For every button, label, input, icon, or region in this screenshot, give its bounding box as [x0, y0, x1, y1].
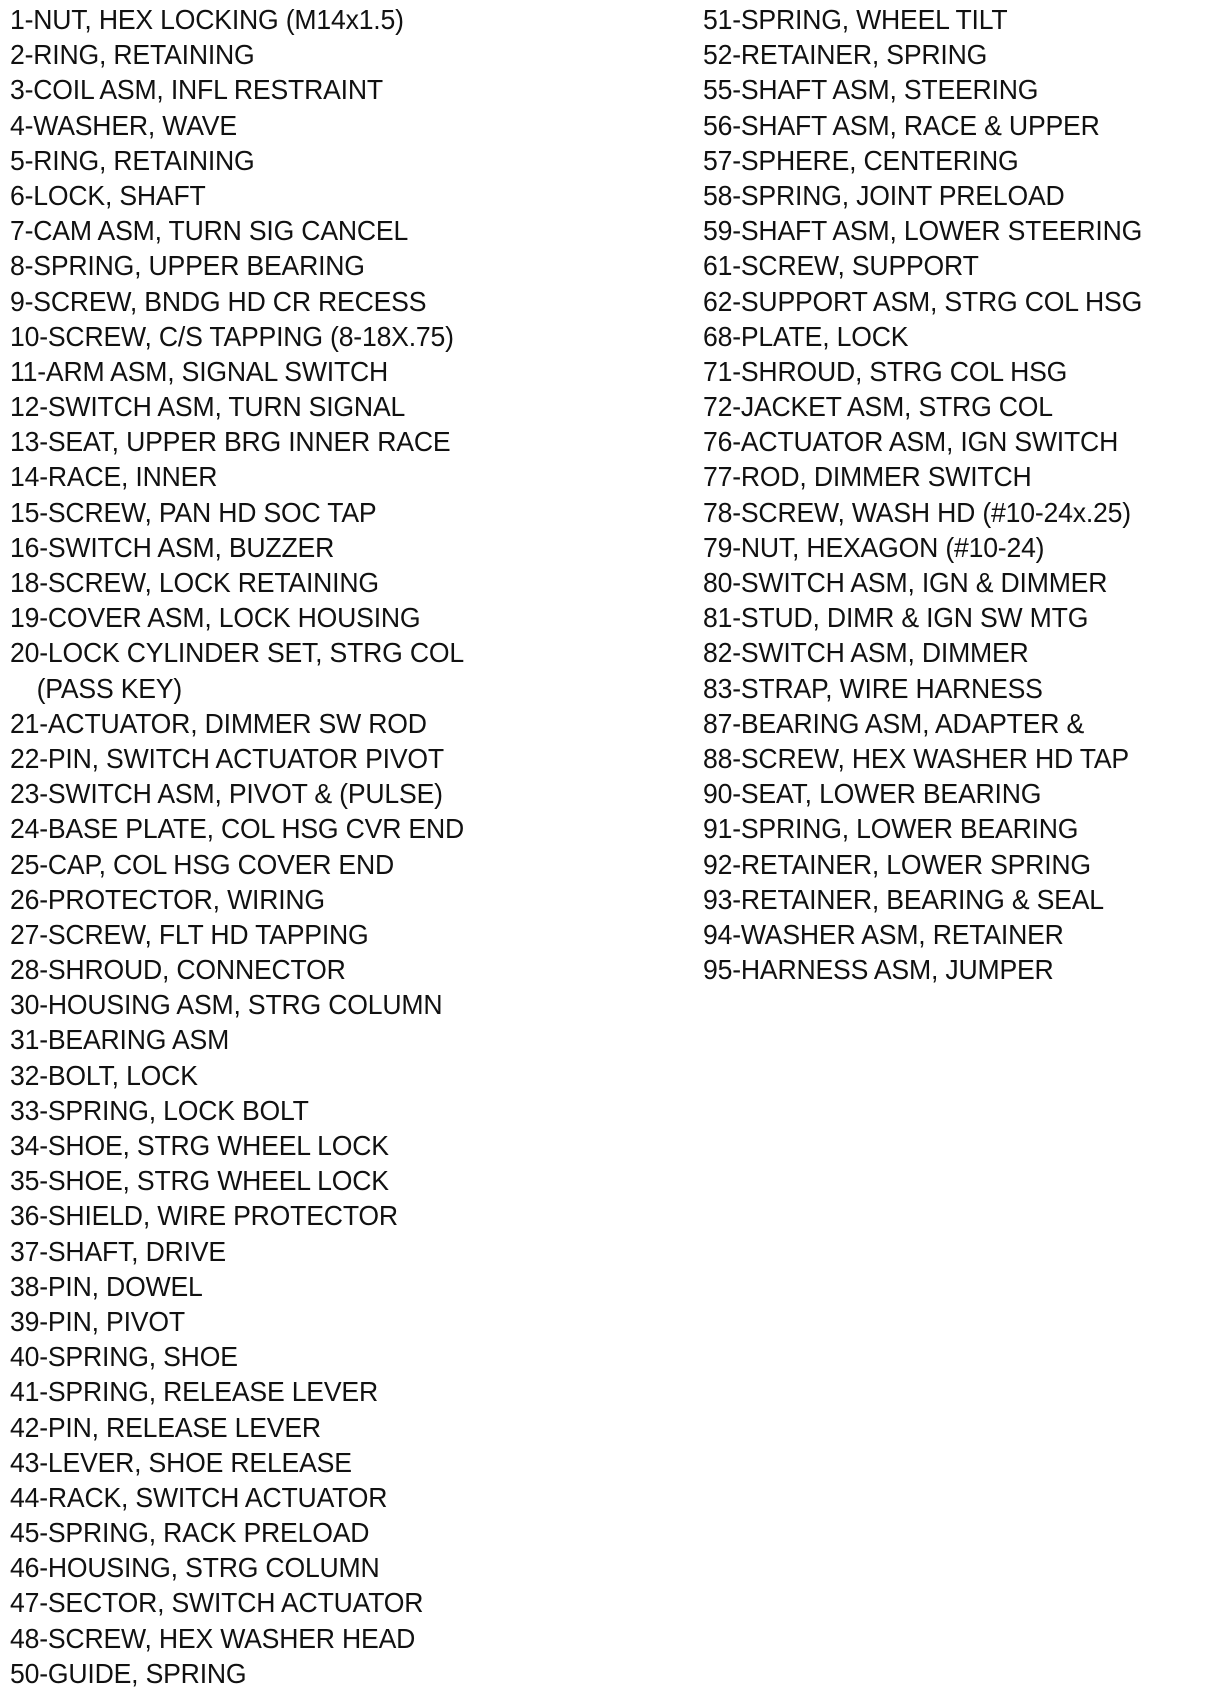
part-entry: 50-GUIDE, SPRING: [10, 1657, 247, 1689]
part-entry: 38-PIN, DOWEL: [10, 1270, 203, 1302]
part-entry: 28-SHROUD, CONNECTOR: [10, 954, 346, 986]
part-entry: 32-BOLT, LOCK: [10, 1059, 198, 1091]
part-entry: 79-NUT, HEXAGON (#10-24): [703, 531, 1045, 563]
parts-list-right-column: [703, 2, 1213, 987]
part-entry: 34-SHOE, STRG WHEEL LOCK: [10, 1130, 389, 1161]
part-entry: 6-LOCK, SHAFT: [10, 179, 206, 211]
part-entry: 45-SPRING, RACK PRELOAD: [10, 1517, 370, 1549]
part-entry: 72-JACKET ASM, STRG COL: [703, 391, 1053, 423]
part-entry: 21-ACTUATOR, DIMMER SW ROD: [10, 707, 427, 739]
part-entry: 62-SUPPORT ASM, STRG COL HSG: [703, 285, 1143, 317]
part-entry: 61-SCREW, SUPPORT: [703, 250, 979, 282]
part-entry: 1-NUT, HEX LOCKING (M14x1.5): [10, 4, 404, 35]
part-entry: 35-SHOE, STRG WHEEL LOCK: [10, 1165, 389, 1197]
part-entry: 77-ROD, DIMMER SWITCH: [703, 461, 1032, 493]
part-entry: 4-WASHER, WAVE: [10, 109, 237, 141]
part-entry: 24-BASE PLATE, COL HSG CVR END: [10, 813, 465, 845]
part-entry: 57-SPHERE, CENTERING: [703, 144, 1019, 176]
part-entry: 20-LOCK CYLINDER SET, STRG COL: [10, 637, 465, 669]
part-entry: 82-SWITCH ASM, DIMMER: [703, 637, 1029, 669]
part-entry: 40-SPRING, SHOE: [10, 1341, 238, 1373]
part-entry: 27-SCREW, FLT HD TAPPING: [10, 918, 369, 950]
part-entry: 95-HARNESS ASM, JUMPER: [703, 954, 1054, 986]
part-entry: 42-PIN, RELEASE LEVER: [10, 1411, 321, 1443]
part-entry: 22-PIN, SWITCH ACTUATOR PIVOT: [10, 742, 444, 774]
part-entry: 18-SCREW, LOCK RETAINING: [10, 567, 379, 598]
parts-list-left-column: [10, 2, 650, 1691]
part-entry: 83-STRAP, WIRE HARNESS: [703, 672, 1043, 704]
part-entry: 88-SCREW, HEX WASHER HD TAP: [703, 742, 1129, 774]
part-entry: 36-SHIELD, WIRE PROTECTOR: [10, 1200, 398, 1232]
part-entry: 94-WASHER ASM, RETAINER: [703, 918, 1064, 950]
part-entry: 59-SHAFT ASM, LOWER STEERING: [703, 215, 1143, 247]
part-entry: 11-ARM ASM, SIGNAL SWITCH: [10, 355, 389, 387]
part-entry: 2-RING, RETAINING: [10, 39, 255, 71]
part-entry: 31-BEARING ASM: [10, 1024, 230, 1056]
part-entry: 41-SPRING, RELEASE LEVER: [10, 1376, 378, 1408]
part-entry: 90-SEAT, LOWER BEARING: [703, 778, 1042, 810]
part-entry: 58-SPRING, JOINT PRELOAD: [703, 179, 1065, 211]
part-entry: 43-LEVER, SHOE RELEASE: [10, 1446, 352, 1478]
part-entry: 48-SCREW, HEX WASHER HEAD: [10, 1622, 416, 1654]
part-entry: 92-RETAINER, LOWER SPRING: [703, 848, 1091, 880]
part-entry: 37-SHAFT, DRIVE: [10, 1235, 226, 1267]
part-entry: 52-RETAINER, SPRING: [703, 39, 988, 71]
part-entry: 8-SPRING, UPPER BEARING: [10, 250, 365, 282]
part-entry: 7-CAM ASM, TURN SIG CANCEL: [10, 215, 409, 247]
part-entry: 80-SWITCH ASM, IGN & DIMMER: [703, 567, 1108, 598]
part-entry: 16-SWITCH ASM, BUZZER: [10, 531, 335, 563]
part-entry: 44-RACK, SWITCH ACTUATOR: [10, 1481, 388, 1513]
part-entry: 26-PROTECTOR, WIRING: [10, 883, 325, 915]
part-entry: 33-SPRING, LOCK BOLT: [10, 1094, 309, 1126]
part-entry: 12-SWITCH ASM, TURN SIGNAL: [10, 391, 406, 423]
part-entry: 71-SHROUD, STRG COL HSG: [703, 355, 1068, 387]
part-entry: 10-SCREW, C/S TAPPING (8-18X.75): [10, 320, 454, 352]
part-entry: 5-RING, RETAINING: [10, 144, 255, 176]
part-entry: 76-ACTUATOR ASM, IGN SWITCH: [703, 426, 1119, 458]
part-entry: 3-COIL ASM, INFL RESTRAINT: [10, 74, 383, 106]
part-entry: 55-SHAFT ASM, STEERING: [703, 74, 1039, 106]
part-entry: 51-SPRING, WHEEL TILT: [703, 4, 1008, 35]
part-entry: 9-SCREW, BNDG HD CR RECESS: [10, 285, 427, 317]
part-entry: 39-PIN, PIVOT: [10, 1305, 185, 1337]
part-entry: 47-SECTOR, SWITCH ACTUATOR: [10, 1587, 424, 1619]
part-entry: 68-PLATE, LOCK: [703, 320, 909, 352]
part-entry-continuation: (PASS KEY): [36, 672, 183, 704]
part-entry: 91-SPRING, LOWER BEARING: [703, 813, 1079, 845]
part-entry: 56-SHAFT ASM, RACE & UPPER: [703, 109, 1100, 141]
part-entry: 46-HOUSING, STRG COLUMN: [10, 1552, 380, 1584]
part-entry: 15-SCREW, PAN HD SOC TAP: [10, 496, 377, 528]
part-entry: 25-CAP, COL HSG COVER END: [10, 848, 395, 880]
part-entry: 81-STUD, DIMR & IGN SW MTG: [703, 602, 1089, 634]
part-entry: 14-RACE, INNER: [10, 461, 218, 493]
part-entry: 30-HOUSING ASM, STRG COLUMN: [10, 989, 443, 1021]
part-entry: 78-SCREW, WASH HD (#10-24x.25): [703, 496, 1131, 528]
part-entry: 19-COVER ASM, LOCK HOUSING: [10, 602, 421, 634]
part-entry: 13-SEAT, UPPER BRG INNER RACE: [10, 426, 451, 458]
part-entry: 93-RETAINER, BEARING & SEAL: [703, 883, 1104, 915]
part-entry: 23-SWITCH ASM, PIVOT & (PULSE): [10, 778, 443, 810]
part-entry: 87-BEARING ASM, ADAPTER &: [703, 707, 1085, 739]
